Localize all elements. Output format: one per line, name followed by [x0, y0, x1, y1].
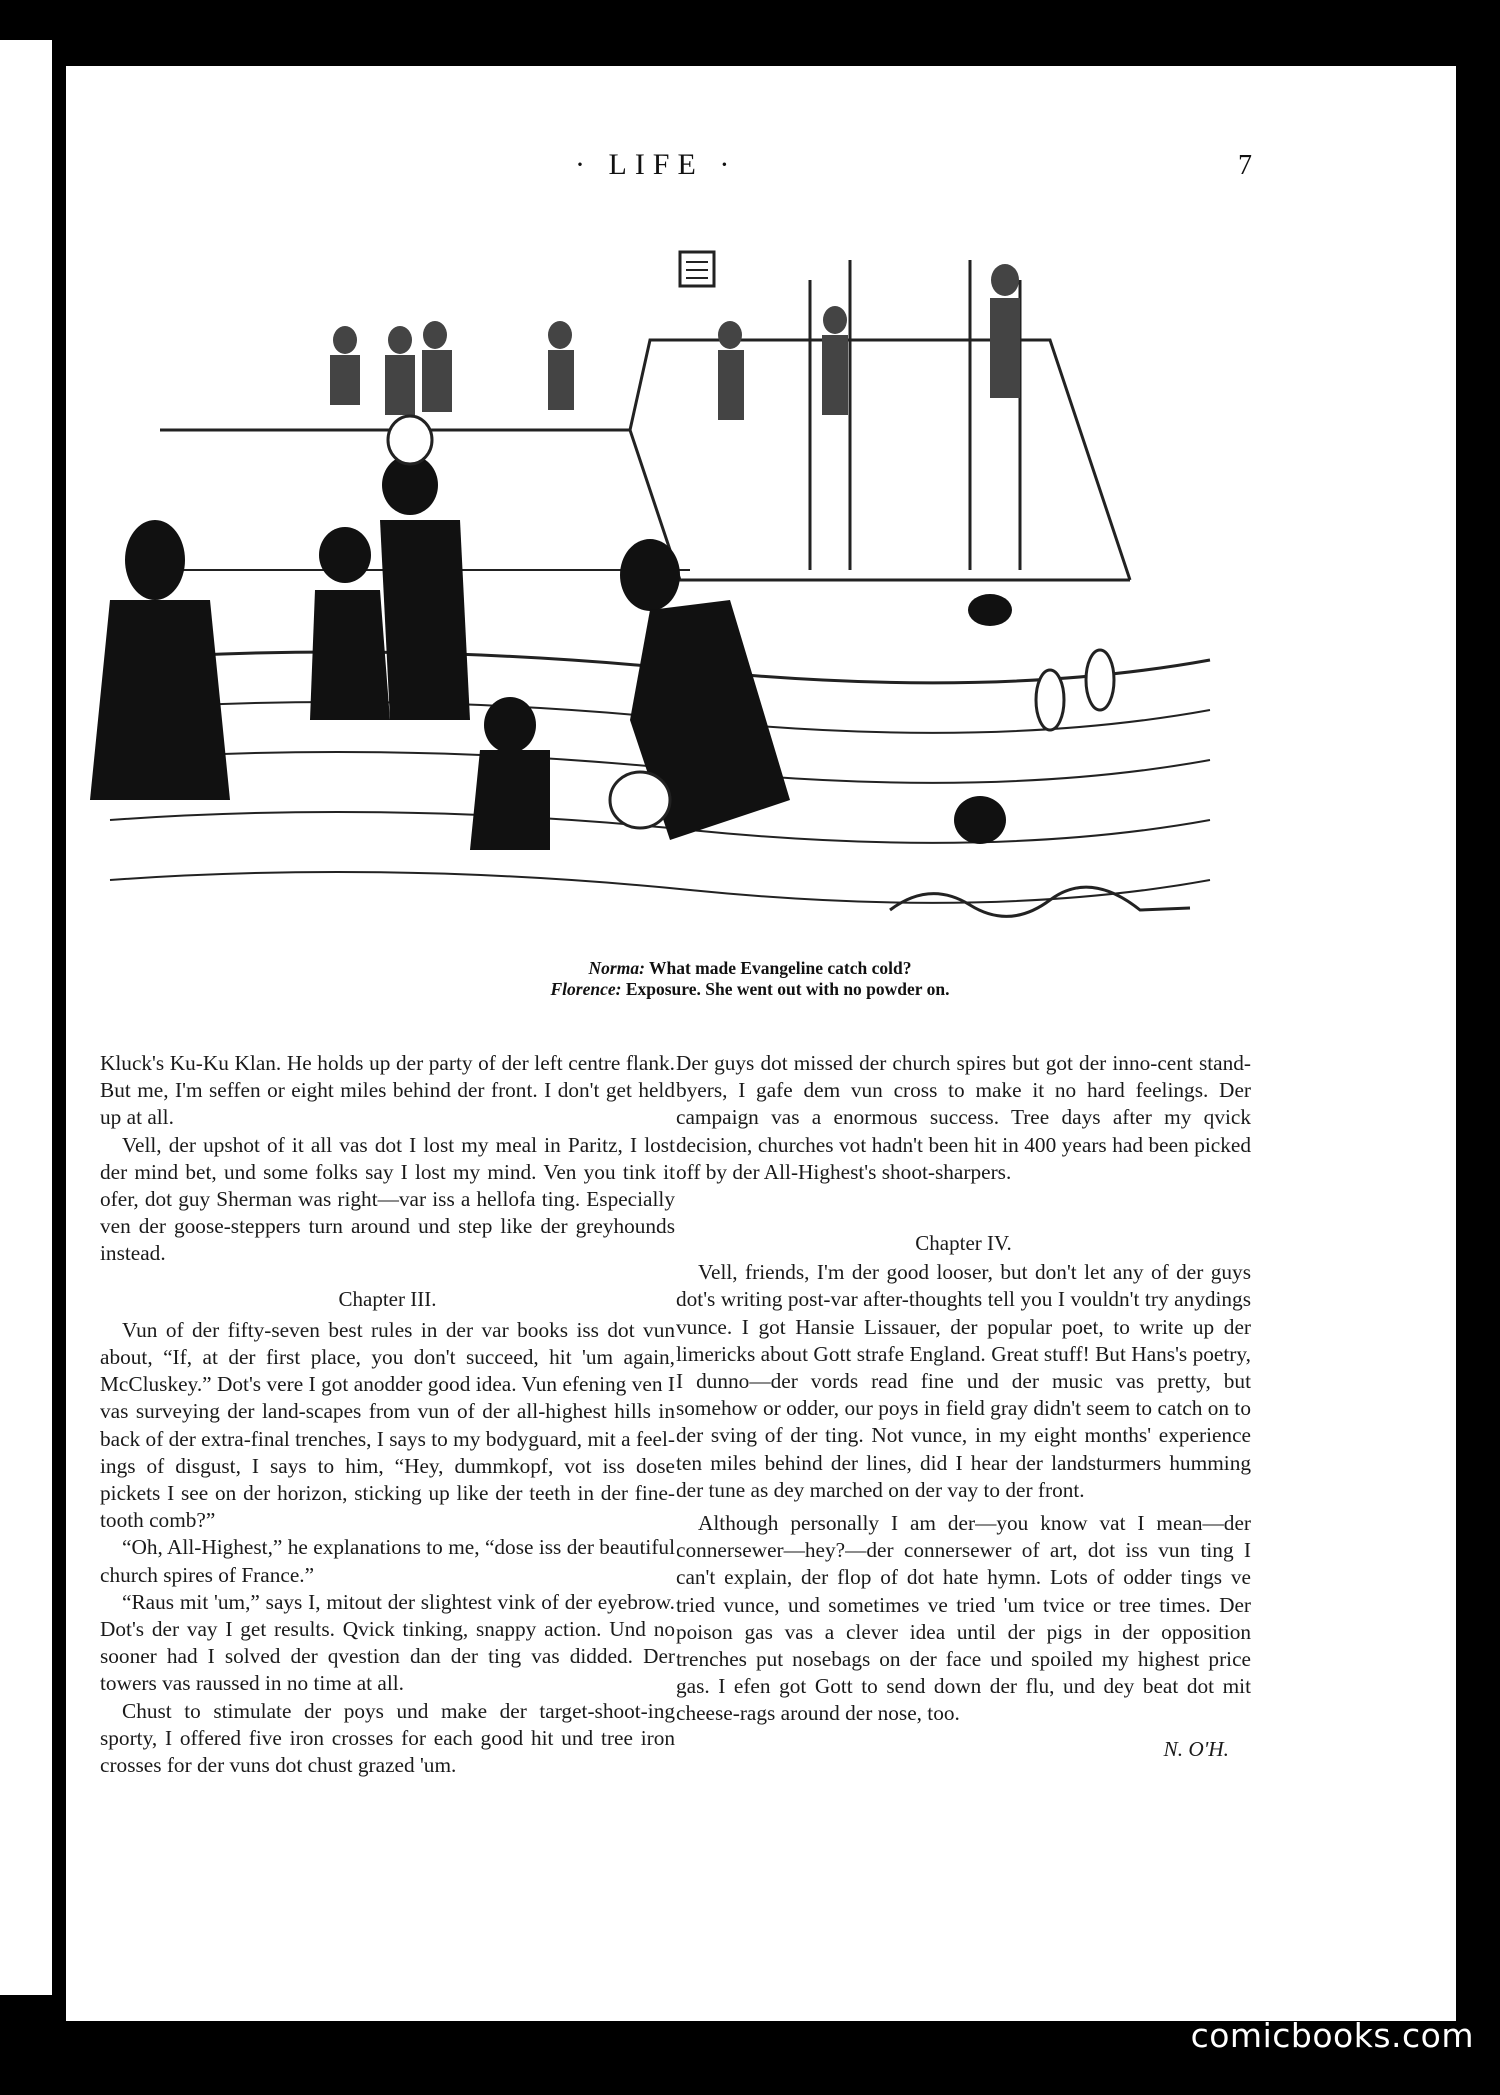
paragraph: Although personally I am der—you know vat I mean—der connersewer—hey?—der connersewer of art, dot iss vun ting I can't explain, der flop of dot hate hymn. Lots of odder tings ve tried vunce, und sometimes ve tried 'um tvice or tree times. Der poison gas vas a clever idea until der pigs in der opposition trenches put nosebags on der face und spoiled my highest price gas. I efen got Gott to send down der flu, und dey beat dot mit cheese-rags around der nose, too.: [676, 1511, 1251, 1726]
page-number: 7: [1238, 150, 1252, 181]
right-column: [676, 1050, 1251, 1763]
left-column: [100, 1050, 675, 1779]
watermark: comicbooks.com: [1190, 2016, 1474, 2055]
paragraph: “Oh, All-Highest,” he explanations to me, “dose iss der beautiful church spires of France.”: [100, 1535, 675, 1587]
masthead: · LIFE ·: [575, 148, 738, 181]
cartoon-caption: [200, 958, 1300, 1000]
paragraph: “Raus mit 'um,” says I, mitout der slightest vink of der eyebrow. Dot's der vay I get results. Qvick tinking, snappy action. Und no sooner had I solved der qvestion dan der ting vas didded. Der towers vas raussed in no time at all.: [100, 1589, 675, 1696]
paragraph: Vun of der fifty-seven best rules in der var books iss dot vun about, “If, at der first place, you don't succeed, hit 'um again, McCluskey.” Dot's vere I got anodder good idea. Vun efening ven I vas surveying der land-scapes from vun of der all-highest hills in back of der extra-final trenches, I says to my bodyguard, mit a feel-ings of disgust, I says to him, “Hey, dummkopf, vot iss dose pickets I see on der horizon, sticking up like der teeth in der fine-tooth comb?”: [100, 1317, 675, 1533]
paragraph: Chust to stimulate der poys und make der target-shoot-ing sporty, I offered five iron crosses for each good hit und tree iron crosses for der vuns dot chust grazed 'um.: [100, 1698, 675, 1778]
caption-text-2: Exposure. She went out with no powder on.: [625, 979, 950, 999]
paragraph: Der guys dot missed der church spires but got der inno-cent stand-byers, I gafe dem vun cross to make it no hard feelings. Der campaign vas a enormous success. Tree days after my qvick decision, churches vot hadn't been hit in 400 years had been picked off by der All-Highest's shoot-sharpers.: [676, 1051, 1251, 1184]
chapter-heading: Chapter III.: [338, 1286, 437, 1311]
author-signature: N. O'H.: [1163, 1736, 1229, 1761]
chapter-heading: Chapter IV.: [915, 1231, 1012, 1256]
paragraph: Vell, friends, I'm der good looser, but don't let any of der guys dot's writing post-var after-thoughts tell you I vouldn't try anydings vunce. I got Hansie Lissauer, der popular poet, to write up der limericks about Gott strafe England. Great stuff! But Hans's poetry, I dunno—der vords read fine und der music vas pretty, but somehow or odder, our poys in field gray didn't seem to catch on to der sving of der ting. Not vunce, in my eight months' experience ten miles behind der lines, did I hear der landsturmers humming der tune as dey marched on der vay to der front.: [676, 1260, 1251, 1502]
caption-line-1: [200, 958, 1300, 979]
caption-speaker-norma: Norma:: [588, 958, 645, 978]
cartoon-illustration: [90, 240, 1220, 930]
caption-text-1: What made Evangeline catch cold?: [648, 958, 912, 978]
gutter-shadow: [52, 40, 64, 2000]
page-header: [0, 148, 1500, 188]
caption-speaker-florence: Florence:: [550, 979, 622, 999]
paragraph: Vell, der upshot of it all vas dot I lost my meal in Paritz, I lost der mind bet, und some folks say I lost my mind. Ven you tink it ofer, dot guy Sherman was right—var iss a hellofa ting. Especially ven der goose-steppers turn around und step like der greyhounds instead.: [100, 1132, 675, 1266]
paragraph: Kluck's Ku-Ku Klan. He holds up der party of der left centre flank. But me, I'm seffen or eight miles behind der front. I don't get held up at all.: [100, 1051, 675, 1130]
caption-line-2: [200, 979, 1300, 1000]
